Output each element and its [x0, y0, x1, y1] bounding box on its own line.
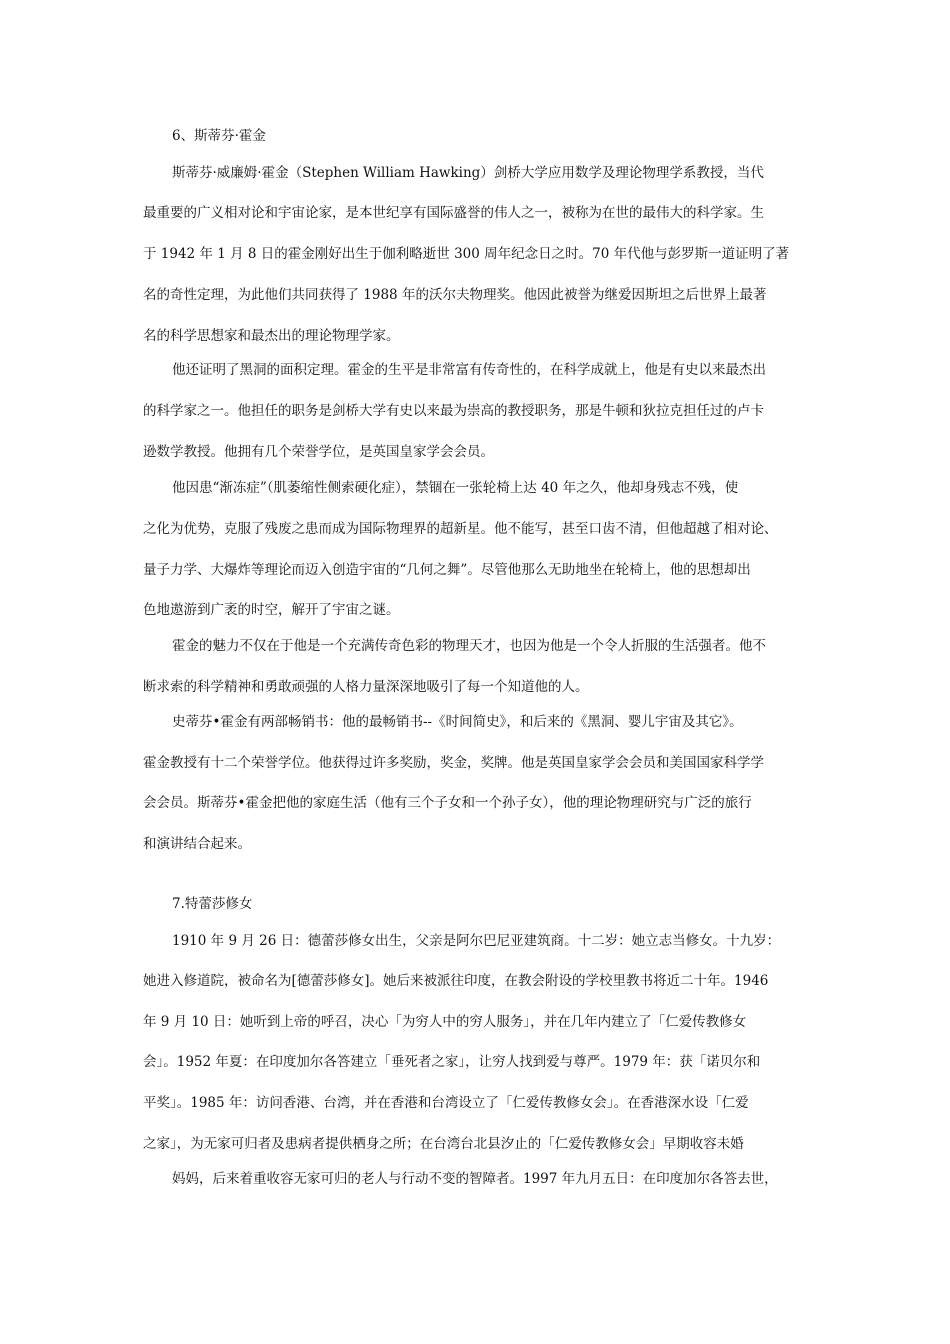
paragraph-line: 于 1942 年 1 月 8 日的霍金刚好出生于伽利略逝世 300 周年纪念日之时。70 年代他与彭罗斯一道证明了著 [143, 246, 790, 262]
paragraph-line: 之家」，为无家可归者及患病者提供栖身之所；在台湾台北县汐止的「仁爱传教修女会」早期收容未婚 [143, 1136, 744, 1152]
paragraph-line: 1910 年 9 月 26 日：德蕾莎修女出生，父亲是阿尔巴尼亚建筑商。十二岁：她立志当修女。十九岁： [172, 933, 781, 949]
paragraph-line: 逊数学教授。他拥有几个荣誉学位，是英国皇家学会会员。 [143, 444, 494, 460]
paragraph-line: 量子力学、大爆炸等理论而迈入创造宇宙的“几何之舞”。尽管他那么无助地坐在轮椅上，他的思想却出 [143, 562, 751, 578]
paragraph-line: 之化为优势，克服了残废之患而成为国际物理界的超新星。他不能写，甚至口齿不清，但他超越了相对论、 [143, 521, 778, 537]
paragraph-line: 名的科学思想家和最杰出的理论物理学家。 [143, 328, 400, 344]
paragraph-line: 霍金教授有十二个荣誉学位。他获得过许多奖励，奖金，奖牌。他是英国皇家学会会员和美国国家科学学 [143, 755, 764, 771]
paragraph-line: 妈妈，后来着重收容无家可归的老人与行动不变的智障者。1997 年九月五日：在印度加尔各答去世， [172, 1171, 778, 1187]
paragraph-line: 她进入修道院，被命名为[德蕾莎修女]。她后来被派往印度，在教会附设的学校里教书将近二十年。1946 [143, 973, 769, 989]
paragraph-line: 他还证明了黑洞的面积定理。霍金的生平是非常富有传奇性的，在科学成就上，他是有史以来最杰出 [172, 362, 766, 378]
paragraph-line: 的科学家之一。他担任的职务是剑桥大学有史以来最为崇高的教授职务，那是牛顿和狄拉克担任过的卢卡 [143, 403, 764, 419]
paragraph-line: 会」。1952 年夏：在印度加尔各答建立「垂死者之家」，让穷人找到爱与尊严。1979 年：获「诺贝尔和 [143, 1054, 761, 1070]
paragraph-line: 名的奇性定理，为此他们共同获得了 1988 年的沃尔夫物理奖。他因此被誉为继爱因斯坦之后世界上最著 [143, 287, 767, 303]
paragraph-line: 他因患“渐冻症”（肌萎缩性侧索硬化症），禁锢在一张轮椅上达 40 年之久，他却身残志不残，使 [172, 480, 739, 496]
section-heading-teresa: 7.特蕾莎修女 [172, 896, 253, 912]
paragraph-line: 和演讲结合起来。 [143, 836, 251, 852]
paragraph-line: 断求索的科学精神和勇敢顽强的人格力量深深地吸引了每一个知道他的人。 [143, 679, 589, 695]
paragraph-line: 霍金的魅力不仅在于他是一个充满传奇色彩的物理天才，也因为他是一个令人折服的生活强者。他不 [172, 638, 766, 654]
paragraph-line: 会会员。斯蒂芬•霍金把他的家庭生活（他有三个子女和一个孙子女），他的理论物理研究与广泛的旅行 [143, 795, 752, 811]
paragraph-line: 最重要的广义相对论和宇宙论家，是本世纪享有国际盛誉的伟人之一，被称为在世的最伟大的科学家。生 [143, 205, 764, 221]
paragraph-line: 色地遨游到广袤的时空，解开了宇宙之谜。 [143, 602, 400, 618]
paragraph-line: 斯蒂芬·威廉姆·霍金（Stephen William Hawking）剑桥大学应用数学及理论物理学系教授，当代 [172, 165, 764, 181]
paragraph-line: 史蒂芬•霍金有两部畅销书：他的最畅销书--《时间简史》，和后来的《黑洞、婴儿宇宙及其它》。 [172, 714, 743, 730]
paragraph-line: 平奖」。1985 年：访问香港、台湾，并在香港和台湾设立了「仁爱传教修女会」。在香港深水设「仁爱 [143, 1095, 749, 1111]
section-heading-hawking: 6、斯蒂芬·霍金 [172, 128, 266, 144]
paragraph-line: 年 9 月 10 日：她听到上帝的呼召，决心「为穷人中的穷人服务」，并在几年内建立了「仁爱传教修女 [143, 1014, 747, 1030]
